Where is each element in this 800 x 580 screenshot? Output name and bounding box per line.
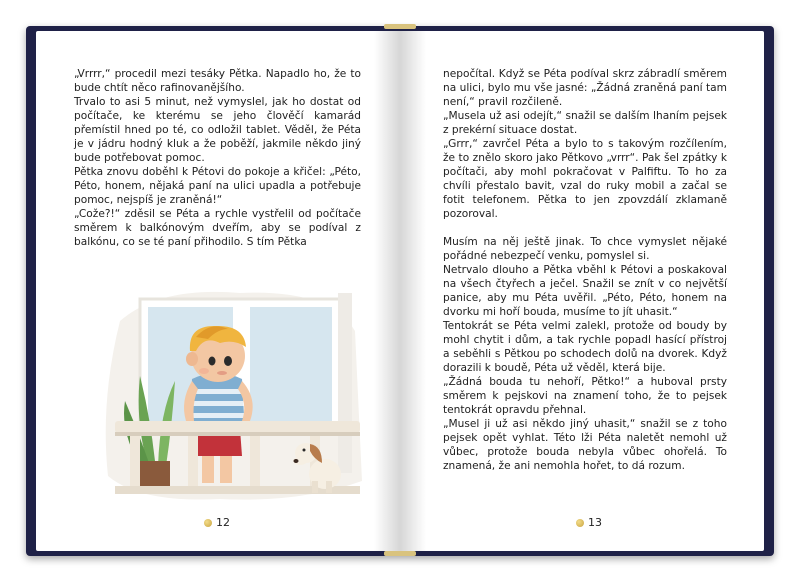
left-page (36, 31, 400, 551)
paragraph: „Musela už asi odejít,“ snažil se dalším lhaním pejsek z prekérní situace dostat. (443, 110, 727, 136)
left-page-text (74, 67, 361, 249)
coin-icon (576, 519, 584, 527)
spine-clip-top (384, 24, 416, 29)
right-page (400, 31, 764, 551)
paragraph: „Vrrrr,“ procedil mezi tesáky Pětka. Napadlo ho, že to bude chtít něco rafinovanějšího. (74, 68, 361, 94)
page-number-right (576, 516, 602, 529)
paragraph: Pětka znovu doběhl k Pétovi do pokoje a křičel: „Péto, Péto, honem, nějaká paní na ulici upadla a potřebuje pomoc, nejspíš je zraněná!“ (74, 166, 361, 206)
paragraph: „Žádná bouda tu nehoří, Pětko!“ a huboval prsty směrem k pejskovi na znamení toho, že to pejsek tentokrát opravdu přehnal. (443, 376, 727, 416)
spine-clip-bottom (384, 551, 416, 556)
paragraph: „Grrr,“ zavrčel Péta a bylo to s takovým rozčílením, že to znělo skoro jako Pětkovo „vrrr“. Pak šel zpátky k počítači, aby mohl pokračovat v Palfiftu. To ho za chvíli přestalo bavit, vzal do ruky mobil a začal se fotit telefonem. Pětka to jen zpovzdálí zklamaně pozoroval. (443, 138, 727, 220)
page-number-text: 12 (216, 516, 230, 529)
coin-icon (204, 519, 212, 527)
paragraph: Trvalo to asi 5 minut, než vymyslel, jak ho dostat od počítače, ke kterému se jeho člověčí kamarád přemístil hned po té, co odložil tablet. Věděl, že Péta je v jádru hodný kluk a že poběží, jakmile někdo jiný bude potřebovat pomoc. (74, 96, 361, 164)
paragraph: nepočítal. Když se Péta podíval skrz zábradlí směrem na ulici, bylo mu vše jasné: „Žádná zraněná paní tam není,“ pravil rozčileně. (443, 68, 727, 108)
page-number-text: 13 (588, 516, 602, 529)
paragraph: „Cože?!“ zděsil se Péta a rychle vystřelil od počítače směrem k balkónovým dveřím, aby se podíval z balkónu, co se té paní přihodilo. S tím Pětka (74, 208, 361, 248)
paragraph: Netrvalo dlouho a Pětka vběhl k Pétovi a poskakoval na všech čtyřech a ječel. Snažil se znít v co největší panice, aby mu Péta uvěřil. „Péto, Péto, honem na dvorku mi hoří bouda, musíme to jít uhasit.“ (443, 264, 727, 318)
boy-and-dog-balcony-illustration (100, 281, 365, 506)
right-page-text (443, 67, 727, 473)
paragraph: „Musel ji už asi někdo jiný uhasit,“ snažil se z toho pejsek opět vyhlat. Této lži Péta naletět nemohl už vůbec, protože bouda nebyla vůbec ohořelá. To znamená, že ani nemohla hořet, to dá rozum. (443, 418, 727, 472)
page-number-left (204, 516, 230, 529)
paragraph: Musím na něj ještě jinak. To chce vymyslet nějaké pořádné nebezpečí venku, pomyslel si. (443, 236, 727, 262)
paragraph: Tentokrát se Péta velmi zalekl, protože od boudy by mohl chytit i dům, a tak rychle popadl hasící přístroj a seběhli s Pětkou po schodech dolů na dvorek. Když dorazili k boudě, Péta už věděl, která bije. (443, 320, 727, 374)
